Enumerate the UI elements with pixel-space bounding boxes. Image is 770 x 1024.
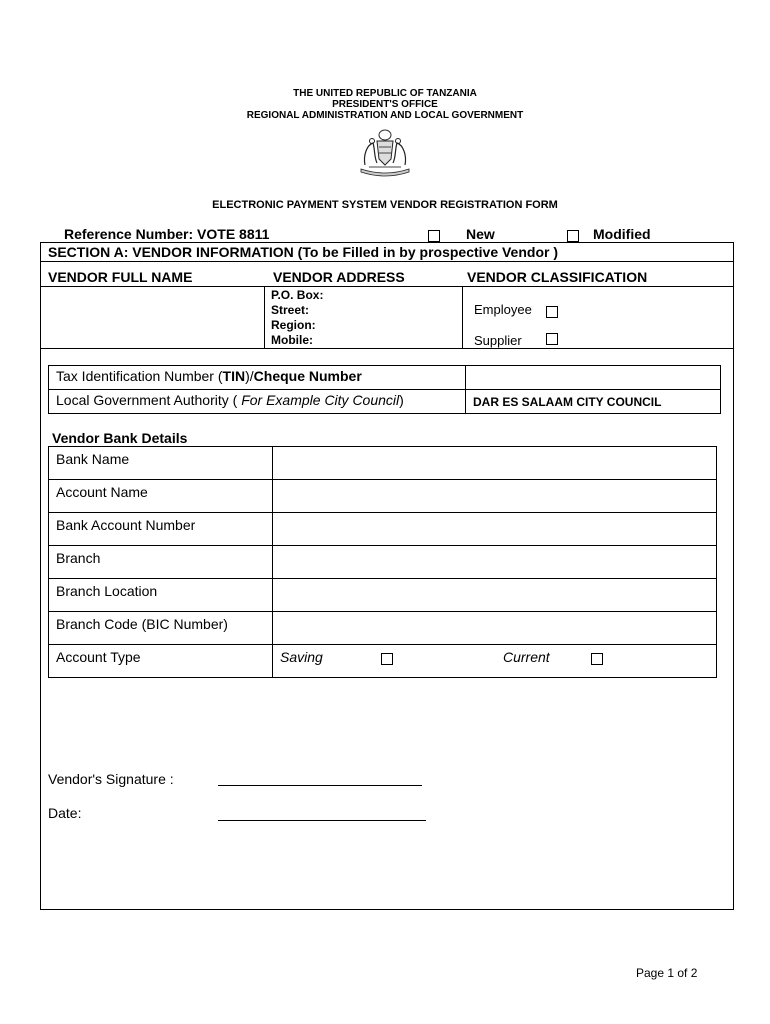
saving-checkbox[interactable] bbox=[381, 653, 393, 665]
supplier-label: Supplier bbox=[474, 333, 522, 348]
section-a-title: SECTION A: VENDOR INFORMATION (To be Filled in by prospective Vendor ) bbox=[48, 244, 558, 260]
office-title: PRESIDENT'S OFFICE bbox=[332, 99, 438, 110]
section-a-divider bbox=[40, 261, 734, 262]
vendor-full-name-field[interactable] bbox=[48, 287, 264, 347]
branch-code-field[interactable] bbox=[273, 612, 717, 645]
table-row bbox=[49, 546, 717, 579]
table-row bbox=[49, 447, 717, 480]
date-label: Date: bbox=[48, 805, 82, 821]
tin-label: Tax Identification Number (TIN)/Cheque Number bbox=[49, 366, 466, 390]
tin-field[interactable] bbox=[466, 366, 721, 390]
vendor-signature-field[interactable] bbox=[218, 784, 422, 786]
table-row bbox=[49, 480, 717, 513]
mobile-label: Mobile: bbox=[271, 333, 313, 347]
account-name-field[interactable] bbox=[273, 480, 717, 513]
current-label: Current bbox=[503, 649, 550, 665]
vendor-full-name-header: VENDOR FULL NAME bbox=[48, 269, 193, 285]
table-row bbox=[49, 513, 717, 546]
bank-name-label: Bank Name bbox=[49, 447, 273, 480]
supplier-checkbox[interactable] bbox=[546, 330, 558, 348]
vendor-classification-header: VENDOR CLASSIFICATION bbox=[467, 269, 648, 285]
table-row bbox=[49, 612, 717, 645]
current-checkbox[interactable] bbox=[591, 653, 603, 665]
bank-details-title: Vendor Bank Details bbox=[52, 430, 188, 446]
new-label: New bbox=[466, 226, 495, 242]
vendor-row-divider bbox=[40, 348, 734, 349]
employee-label: Employee bbox=[474, 302, 532, 317]
branch-code-label: Branch Code (BIC Number) bbox=[49, 612, 273, 645]
page-number: Page 1 of 2 bbox=[636, 966, 698, 980]
bank-table bbox=[48, 446, 717, 678]
lga-label: Local Government Authority ( For Example City Council) bbox=[49, 390, 466, 414]
vendor-signature-label: Vendor's Signature : bbox=[48, 771, 174, 787]
account-type-label: Account Type bbox=[49, 645, 273, 678]
lga-value[interactable]: DAR ES SALAAM CITY COUNCIL bbox=[466, 390, 721, 414]
region-label: Region: bbox=[271, 318, 316, 332]
address-col-left-border bbox=[264, 286, 265, 348]
reference-number: Reference Number: VOTE 8811 bbox=[64, 226, 270, 242]
bank-account-number-label: Bank Account Number bbox=[49, 513, 273, 546]
branch-label: Branch bbox=[49, 546, 273, 579]
branch-field[interactable] bbox=[273, 546, 717, 579]
table-row bbox=[49, 579, 717, 612]
modified-label: Modified bbox=[593, 226, 651, 242]
date-field[interactable] bbox=[218, 819, 426, 821]
country-title: THE UNITED REPUBLIC OF TANZANIA bbox=[293, 88, 477, 99]
street-label: Street: bbox=[271, 303, 310, 317]
branch-location-label: Branch Location bbox=[49, 579, 273, 612]
address-col-right-border bbox=[462, 286, 463, 348]
branch-location-field[interactable] bbox=[273, 579, 717, 612]
coat-of-arms-icon bbox=[355, 125, 415, 177]
saving-label: Saving bbox=[280, 649, 323, 665]
vendor-address-header: VENDOR ADDRESS bbox=[273, 269, 405, 285]
account-name-label: Account Name bbox=[49, 480, 273, 513]
po-box-label: P.O. Box: bbox=[271, 288, 324, 302]
ministry-title: REGIONAL ADMINISTRATION AND LOCAL GOVERNMENT bbox=[246, 110, 524, 121]
tax-table bbox=[48, 365, 721, 414]
form-title: ELECTRONIC PAYMENT SYSTEM VENDOR REGISTRATION FORM bbox=[212, 199, 558, 211]
employee-checkbox[interactable] bbox=[546, 303, 558, 321]
bank-account-number-field[interactable] bbox=[273, 513, 717, 546]
bank-name-field[interactable] bbox=[273, 447, 717, 480]
address-fields bbox=[271, 288, 323, 348]
table-row bbox=[49, 645, 717, 678]
account-type-field bbox=[273, 645, 717, 678]
